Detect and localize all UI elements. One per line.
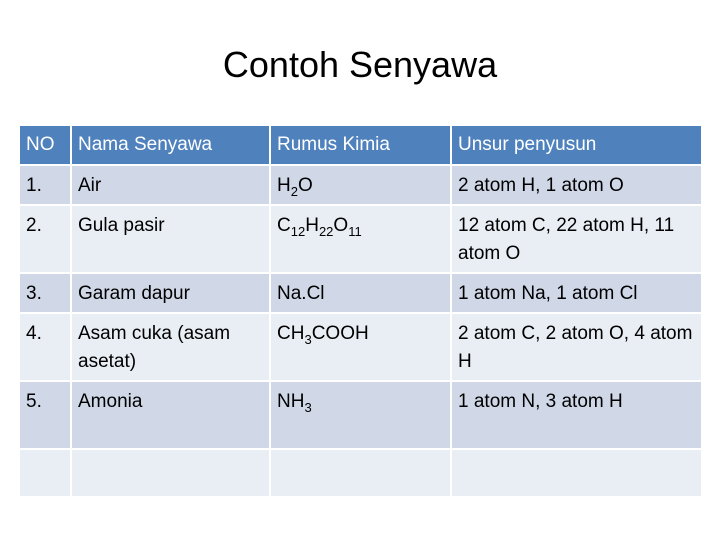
table-header-row <box>19 125 702 165</box>
formula-symbol: COOH <box>311 323 369 344</box>
cell-name: Garam dapur <box>71 273 270 313</box>
table-row <box>19 449 702 497</box>
cell-no: 2. <box>19 205 71 273</box>
cell-formula <box>270 449 451 497</box>
formula-symbol: H <box>305 215 319 236</box>
table-row <box>19 165 702 205</box>
cell-formula <box>270 313 451 381</box>
cell-name: Gula pasir <box>71 205 270 273</box>
header-formula: Rumus Kimia <box>270 125 451 165</box>
table-row <box>19 273 702 313</box>
header-elements: Unsur penyusun <box>451 125 702 165</box>
formula-symbol: H <box>277 175 291 196</box>
cell-name: Asam cuka (asam asetat) <box>71 313 270 381</box>
cell-elements <box>451 449 702 497</box>
formula-subscript: 22 <box>318 224 334 239</box>
cell-name <box>71 449 270 497</box>
formula-subscript: 2 <box>290 184 298 199</box>
formula-symbol: C <box>277 215 291 236</box>
cell-no: 3. <box>19 273 71 313</box>
table-row <box>19 313 702 381</box>
cell-formula <box>270 381 451 449</box>
cell-elements: 2 atom H, 1 atom O <box>451 165 702 205</box>
table-row <box>19 205 702 273</box>
cell-formula <box>270 205 451 273</box>
formula-subscript: 11 <box>348 224 362 239</box>
cell-name: Amonia <box>71 381 270 449</box>
table-row <box>19 381 702 449</box>
cell-elements: 1 atom N, 3 atom H <box>451 381 702 449</box>
header-name: Nama Senyawa <box>71 125 270 165</box>
formula-symbol: CH <box>277 323 305 344</box>
formula-symbol: Na.Cl <box>277 283 325 304</box>
cell-elements: 12 atom C, 22 atom H, 11 atom O <box>451 205 702 273</box>
cell-no: 5. <box>19 381 71 449</box>
slide-title: Contoh Senyawa <box>222 44 498 85</box>
formula-subscript: 12 <box>290 224 306 239</box>
cell-no: 4. <box>19 313 71 381</box>
cell-formula <box>270 165 451 205</box>
cell-no <box>19 449 71 497</box>
formula-symbol: NH <box>277 391 305 412</box>
formula-subscript: 3 <box>304 400 312 415</box>
formula-symbol: O <box>297 175 313 196</box>
cell-elements: 1 atom Na, 1 atom Cl <box>451 273 702 313</box>
formula-subscript: 3 <box>304 332 312 347</box>
cell-no: 1. <box>19 165 71 205</box>
cell-elements: 2 atom C, 2 atom O, 4 atom H <box>451 313 702 381</box>
cell-name: Air <box>71 165 270 205</box>
formula-symbol: O <box>333 215 349 236</box>
header-no: NO <box>19 125 71 165</box>
cell-formula <box>270 273 451 313</box>
compound-table <box>18 124 703 498</box>
